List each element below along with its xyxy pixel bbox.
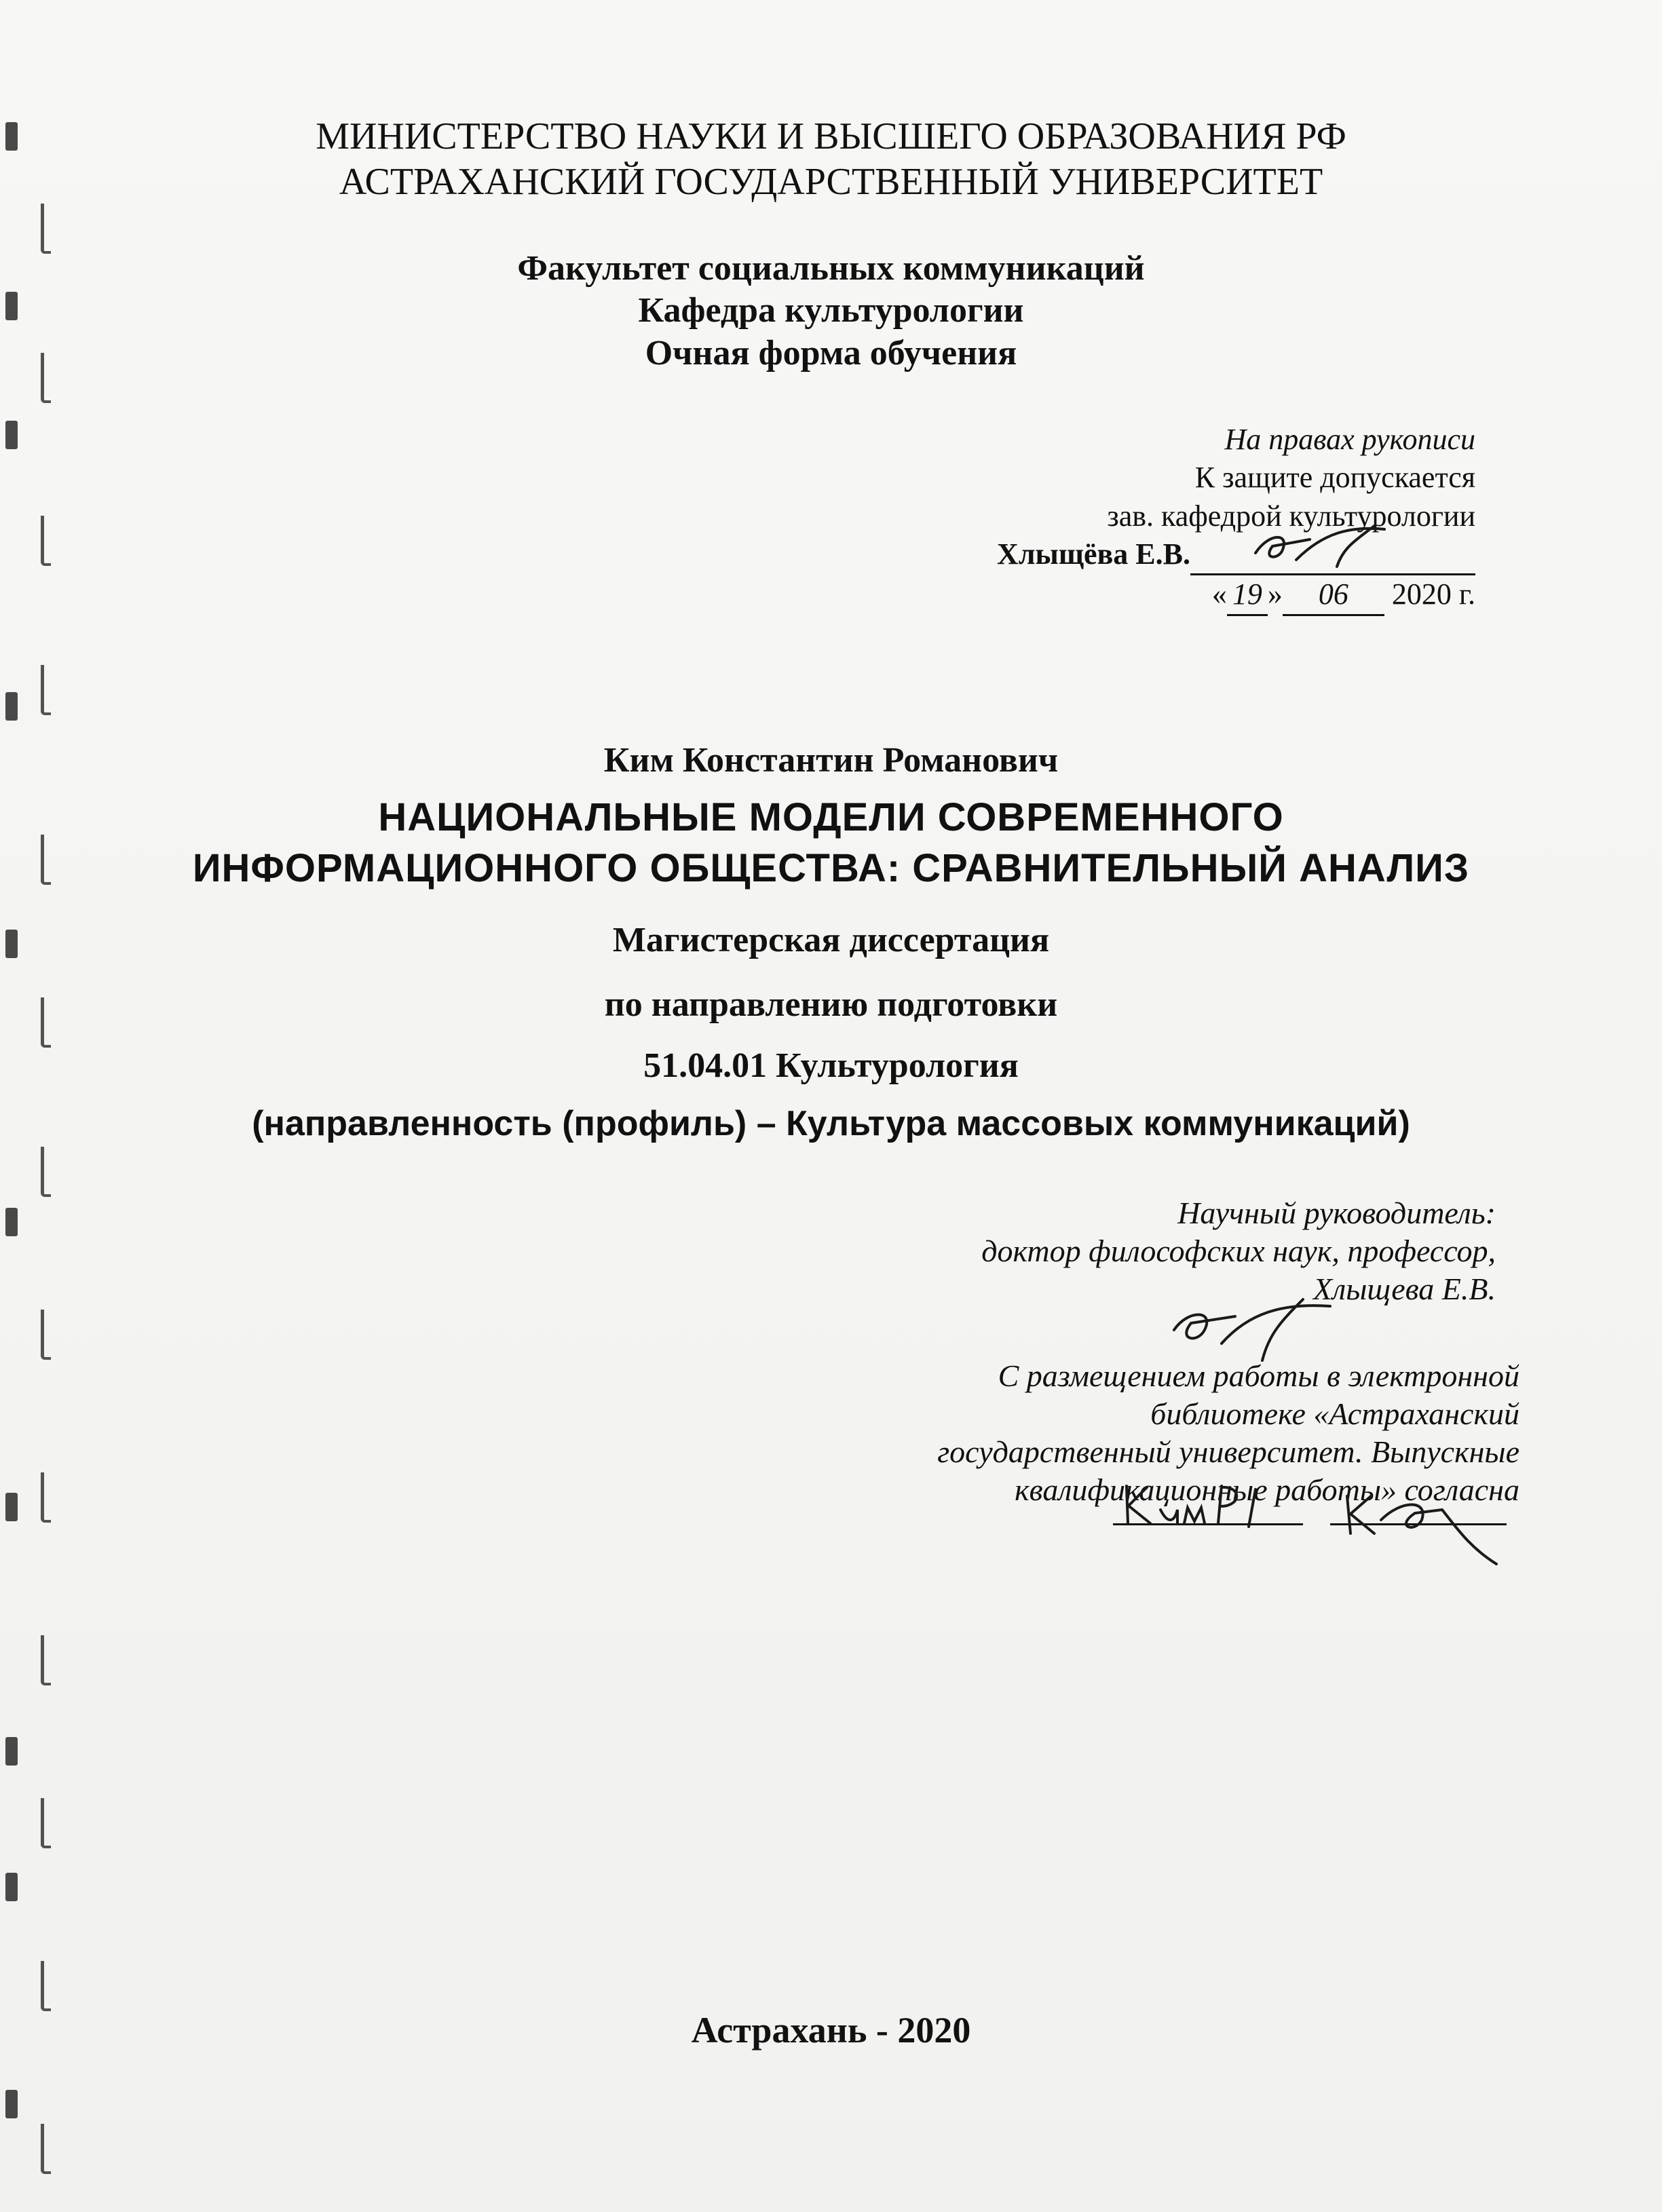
thesis-profile: (направленность (профиль) – Культура массовых коммуникаций): [252, 1104, 1410, 1143]
head-name: Хлыщёва Е.В.: [997, 537, 1190, 571]
supervisor-name: Хлыщева Е.В.: [1313, 1272, 1496, 1307]
date-year: 2020 г.: [1391, 577, 1475, 611]
faculty-name: Факультет социальных коммуникаций: [517, 249, 1145, 288]
consent-handwritten-name-icon: [1120, 1479, 1296, 1537]
university-name: АСТРАХАНСКИЙ ГОСУДАРСТВЕННЫЙ УНИВЕРСИТЕТ: [339, 161, 1323, 204]
supervisor-block: [981, 1194, 1496, 1308]
date-day: 19: [1227, 575, 1268, 615]
city-year: Астрахань - 2020: [691, 2010, 971, 2051]
author-name: Ким Константин Романович: [603, 741, 1059, 780]
admitted-line: К защите допускается: [1194, 461, 1475, 495]
thesis-title-line-1: НАЦИОНАЛЬНЫЕ МОДЕЛИ СОВРЕМЕННОГО: [378, 795, 1284, 839]
supervisor-label: Научный руководитель:: [1177, 1196, 1496, 1230]
approval-date: « 19 » 06 2020 г.: [997, 575, 1475, 615]
head-title: зав. кафедрой культурологии: [1107, 499, 1475, 533]
consent-line-2: библиотеке «Астраханский: [1150, 1396, 1519, 1432]
direction-label: по направлению подготовки: [604, 985, 1058, 1024]
manuscript-note: На правах рукописи: [1224, 423, 1475, 456]
approval-block: [997, 421, 1475, 616]
date-month: 06: [1283, 575, 1384, 615]
consent-line-1: С размещением работы в электронной: [998, 1358, 1519, 1393]
head-signature-icon: [1249, 519, 1412, 577]
study-form: Очная форма обучения: [645, 333, 1017, 373]
supervisor-degree: доктор философских наук, профессор,: [981, 1234, 1496, 1269]
ministry-name: МИНИСТЕРСТВО НАУКИ И ВЫСШЕГО ОБРАЗОВАНИЯ РФ: [316, 115, 1346, 157]
consent-line-3: государственный университет. Выпускные: [937, 1434, 1519, 1470]
department-name: Кафедра культурологии: [638, 291, 1024, 330]
consent-signature-icon: [1340, 1486, 1517, 1571]
faculty-block: [0, 248, 1662, 375]
ministry-heading: [0, 114, 1662, 205]
thesis-title-line-2: ИНФОРМАЦИОННОГО ОБЩЕСТВА: СРАВНИТЕЛЬНЫЙ АНАЛИЗ: [192, 846, 1470, 890]
consent-line-4: квалификационные работы» согласна: [1015, 1472, 1519, 1508]
direction-code: 51.04.01 Культурология: [643, 1046, 1019, 1085]
thesis-type: Магистерская диссертация: [612, 921, 1050, 959]
